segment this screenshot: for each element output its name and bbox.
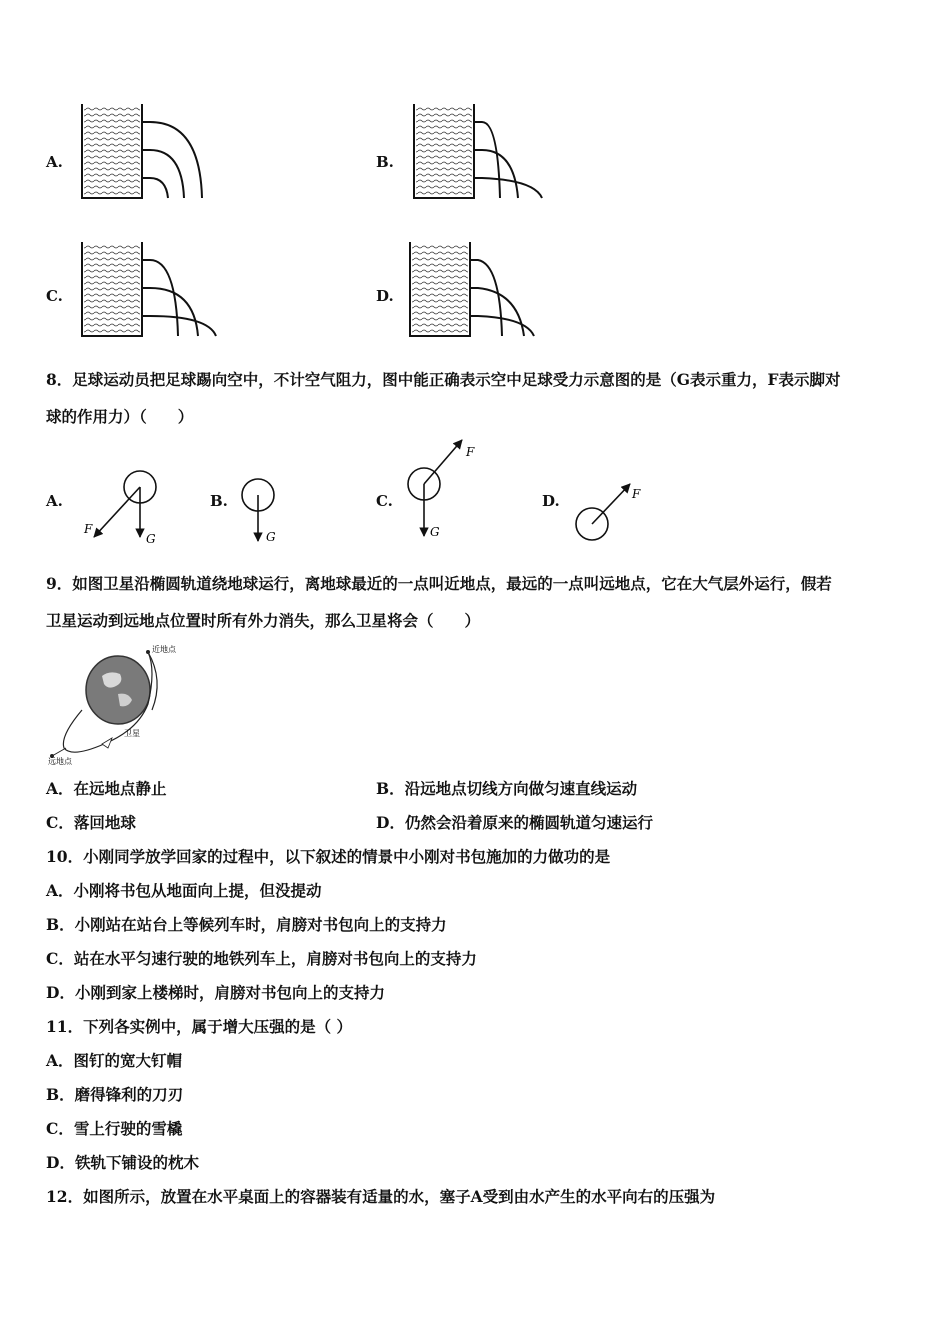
q10-stem: 10．小刚同学放学回家的过程中，以下叙述的情景中小刚对书包施加的力做功的是 [46,847,611,866]
q8-option-a-figure [78,465,168,550]
q8-option-d-label: D. [542,492,560,510]
apogee-label: 远地点 [48,757,72,766]
q7-option-c-label: C. [46,287,63,305]
q11-option-c: C．雪上行驶的雪橇 [46,1119,183,1138]
q8c-f-label: F [466,445,475,459]
q9-option-c: C．落回地球 [46,813,136,832]
q9-stem-line1: 9．如图卫星沿椭圆轨道绕地球运行，离地球最近的一点叫近地点，最远的一点叫远地点，它在大气层外运行，假若 [46,574,832,593]
q7-option-b-figure [410,100,550,205]
q8a-g-label: G [146,532,156,546]
q9-option-d: D．仍然会沿着原来的椭圆轨道匀速运行 [376,813,653,832]
q9-option-a: A．在远地点静止 [46,779,167,798]
q9-stem-line2: 卫星运动到远地点位置时所有外力消失，那么卫星将会（ ） [46,611,481,630]
q8b-g-label: G [266,530,276,544]
q7-option-a-figure [78,100,218,205]
q11-option-b: B．磨得锋利的刀刃 [46,1085,184,1104]
q11-stem: 11．下列各实例中，属于增大压强的是（ ） [46,1017,352,1036]
q8-option-c-figure [398,436,498,546]
q11-option-d: D．铁轨下铺设的枕木 [46,1153,199,1172]
perigee-label: 近地点 [152,645,176,654]
q10-option-a: A．小刚将书包从地面向上提，但没提动 [46,881,322,900]
q8-option-c-label: C. [376,492,393,510]
q10-option-c: C．站在水平匀速行驶的地铁列车上，肩膀对书包向上的支持力 [46,949,477,968]
q11-option-a: A．图钉的宽大钉帽 [46,1051,183,1070]
q8c-g-label: G [430,525,440,539]
satellite-label: 卫星 [124,729,140,738]
q9-satellite-figure [44,640,184,770]
q8-option-b-figure [232,465,302,550]
q7-option-c-figure [78,238,228,343]
q8-option-a-label: A. [46,492,63,510]
earth-icon [86,656,150,724]
satellite-icon [102,738,112,748]
q10-option-d: D．小刚到家上楼梯时，肩膀对书包向上的支持力 [46,983,385,1002]
q8-stem-line1: 8．足球运动员把足球踢向空中，不计空气阻力，图中能正确表示空中足球受力示意图的是（G表示重力，F表示脚对 [46,370,841,389]
q7-option-d-label: D. [376,287,394,305]
q9-option-b: B．沿远地点切线方向做匀速直线运动 [376,779,638,798]
q8d-f-label: F [632,487,641,501]
q8a-f-label: F [84,522,93,536]
q7-option-a-label: A. [46,153,63,171]
q8-option-d-figure [568,476,658,551]
q8-stem-line2: 球的作用力）（ ） [46,407,194,426]
q10-option-b: B．小刚站在站台上等候列车时，肩膀对书包向上的支持力 [46,915,447,934]
q7-option-d-figure [406,238,556,343]
q7-option-b-label: B. [376,153,394,171]
q8-option-b-label: B. [210,492,228,510]
q12-stem: 12．如图所示，放置在水平桌面上的容器装有适量的水，塞子A受到由水产生的水平向右的压强为 [46,1187,716,1206]
